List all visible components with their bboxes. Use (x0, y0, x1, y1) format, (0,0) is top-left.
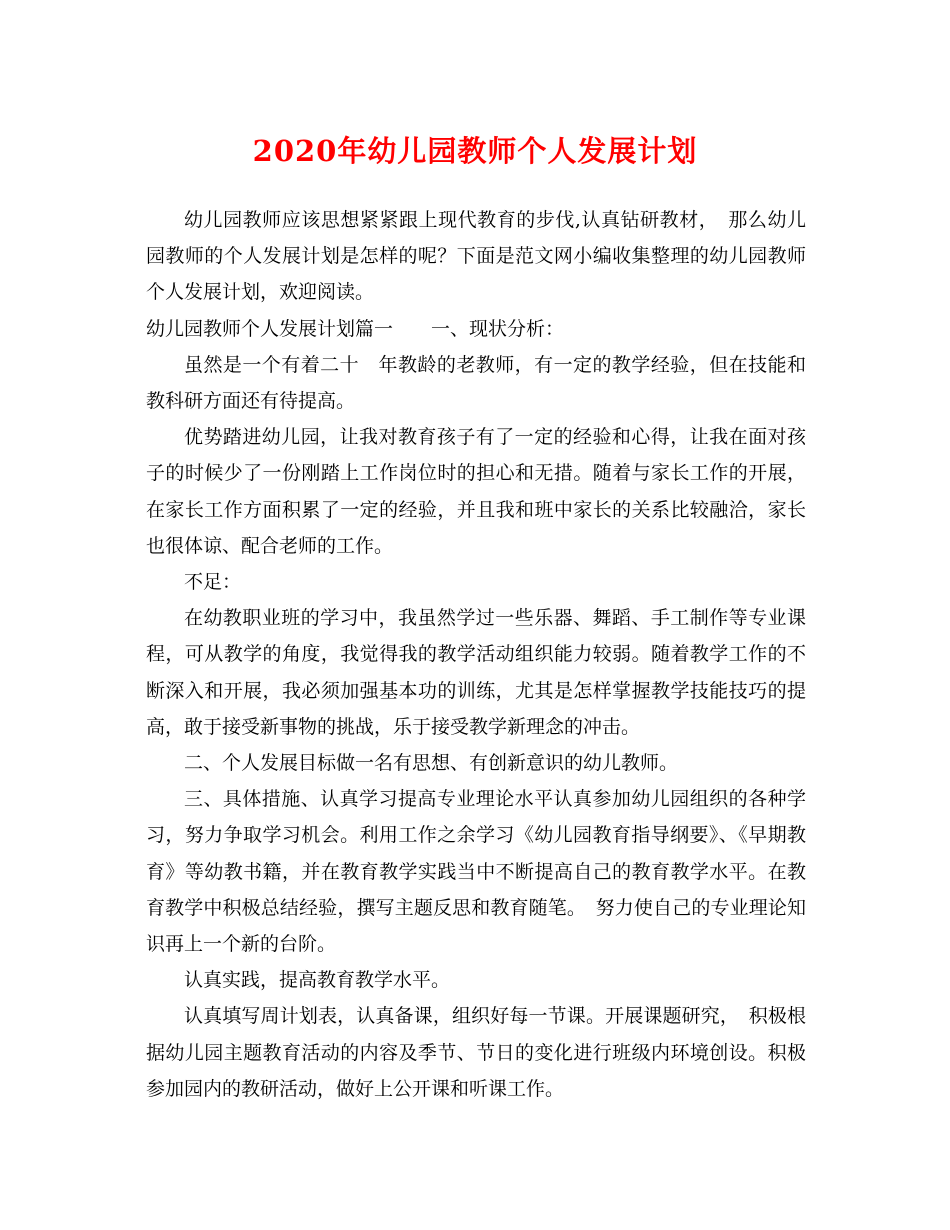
paragraph-measures: 三、具体措施、认真学习提高专业理论水平认真参加幼儿园组织的各种学习，努力争取学习机会。利用工作之余学习《幼儿园教育指导纲要》、《早期教育》等幼教书籍，并在教育教学实践当中不断提高自己的教育教学水平。在教育教学中积极总结经验，撰写主题反思和教育随笔。 努力使自己的专业理论知识再上一个新的台阶。 (146, 788, 806, 956)
paragraph-intro: 幼儿园教师应该思想紧紧跟上现代教育的步伐,认真钻研教材， 那么幼儿园教师的个人发展计划是怎样的呢？下面是范文网小编收集整理的幼儿园教师个人发展计划，欢迎阅读。 (146, 209, 806, 304)
paragraph-planning: 认真填写周计划表，认真备课，组织好每一节课。开展课题研究， 积极根据幼儿园主题教育活动的内容及季节、节日的变化进行班级内环境创设。积极参加园内的教研活动，做好上公开课和听课工作。 (146, 1005, 806, 1100)
document-title: 2020年幼儿园教师个人发展计划 (252, 134, 698, 168)
document-body (146, 202, 806, 1107)
paragraph-section-heading: 幼儿园教师个人发展计划篇一 一、现状分析： (146, 317, 565, 340)
paragraph-strengths: 优势踏进幼儿园，让我对教育孩子有了一定的经验和心得，让我在面对孩子的时候少了一份刚踏上工作岗位时的担心和无措。随着与家长工作的开展，在家长工作方面积累了一定的经验，并且我和班中家长的关系比较融洽，家长也很体谅、配合老师的工作。 (146, 426, 806, 557)
paragraph-current-situation: 虽然是一个有着二十 年教龄的老教师，有一定的教学经验，但在技能和教科研方面还有待提高。 (146, 353, 806, 413)
paragraph-weakness-label: 不足： (184, 571, 242, 594)
paragraph-goal: 二、个人发展目标做一名有思想、有创新意识的幼儿教师。 (184, 752, 679, 775)
paragraph-practice: 认真实践，提高教育教学水平。 (184, 969, 451, 992)
paragraph-weaknesses: 在幼教职业班的学习中，我虽然学过一些乐器、舞蹈、手工制作等专业课程，可从教学的角度，我觉得我的教学活动组织能力较弱。随着教学工作的不断深入和开展，我必须加强基本功的训练，尤其是怎样掌握教学技能技巧的提高，敢于接受新事物的挑战，乐于接受教学新理念的冲击。 (146, 607, 806, 738)
